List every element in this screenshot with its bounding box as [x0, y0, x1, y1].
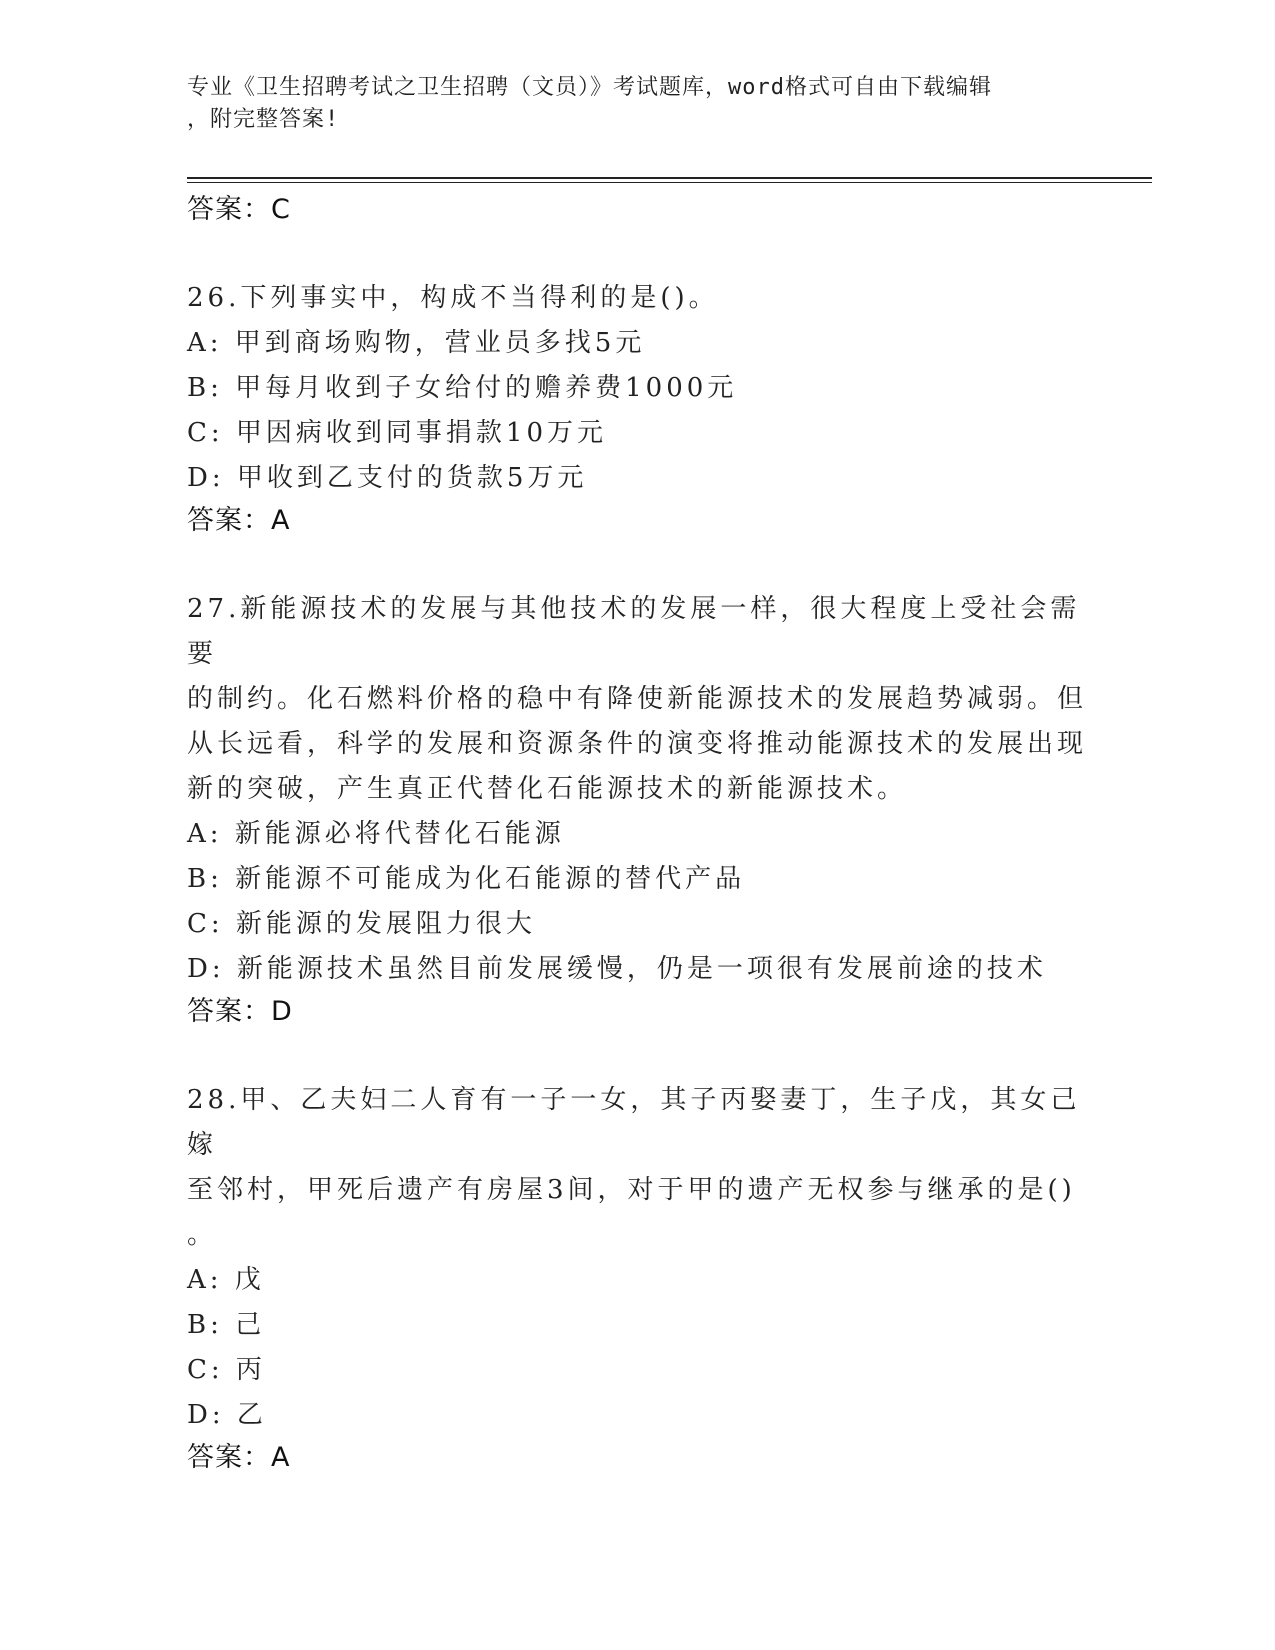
- answer: 答案：A: [187, 505, 291, 536]
- answer: 答案：A: [187, 1442, 291, 1473]
- header-line-2: ，附完整答案!: [187, 107, 340, 132]
- option-a: A: 新能源必将代替化石能源: [187, 819, 565, 849]
- header-line-1: 专业《卫生招聘考试之卫生招聘（文员）》考试题库，word格式可自由下载编辑: [187, 75, 992, 100]
- question-stem-line-3: 从长远看，科学的发展和资源条件的演变将推动能源技术的发展出现: [187, 729, 1088, 759]
- option-b: B: 己: [187, 1310, 266, 1340]
- option-b: B: 甲每月收到子女给付的赡养费1000元: [187, 373, 738, 403]
- question-26: [187, 276, 1087, 541]
- option-d: D: 乙: [187, 1400, 267, 1430]
- question-stem-line-2: 至邻村，甲死后遗产有房屋3间，对于甲的遗产无权参与继承的是(): [187, 1175, 1076, 1205]
- header-rule-thin: [187, 182, 1152, 183]
- question-stem-line-1: 27.新能源技术的发展与其他技术的发展一样，很大程度上受社会需要: [187, 594, 1081, 669]
- option-b: B: 新能源不可能成为化石能源的替代产品: [187, 864, 746, 894]
- header-rule-thick: [187, 177, 1152, 179]
- option-a: A: 甲到商场购物，营业员多找5元: [187, 328, 646, 358]
- option-d: D: 新能源技术虽然目前发展缓慢，仍是一项很有发展前途的技术: [187, 954, 1047, 984]
- option-c: C: 丙: [187, 1355, 266, 1385]
- answer-previous-question: 答案：C: [187, 194, 291, 225]
- answer: 答案：D: [187, 996, 293, 1027]
- question-stem-line-1: 28.甲、乙夫妇二人育有一子一女，其子丙娶妻丁，生子戊，其女己嫁: [187, 1085, 1081, 1160]
- option-c: C: 新能源的发展阻力很大: [187, 909, 536, 939]
- document-header: [187, 72, 1067, 136]
- question-stem-line-2: 的制约。化石燃料价格的稳中有降使新能源技术的发展趋势减弱。但: [187, 684, 1088, 714]
- document-content: [187, 190, 1087, 1478]
- question-stem: 26.下列事实中，构成不当得利的是()。: [187, 283, 719, 313]
- question-27: [187, 587, 1087, 1032]
- question-28: [187, 1078, 1087, 1478]
- option-a: A: 戊: [187, 1265, 265, 1295]
- question-stem-line-3: 。: [187, 1220, 218, 1250]
- option-d: D: 甲收到乙支付的货款5万元: [187, 463, 588, 493]
- option-c: C: 甲因病收到同事捐款10万元: [187, 418, 608, 448]
- question-stem-line-4: 新的突破，产生真正代替化石能源技术的新能源技术。: [187, 774, 908, 804]
